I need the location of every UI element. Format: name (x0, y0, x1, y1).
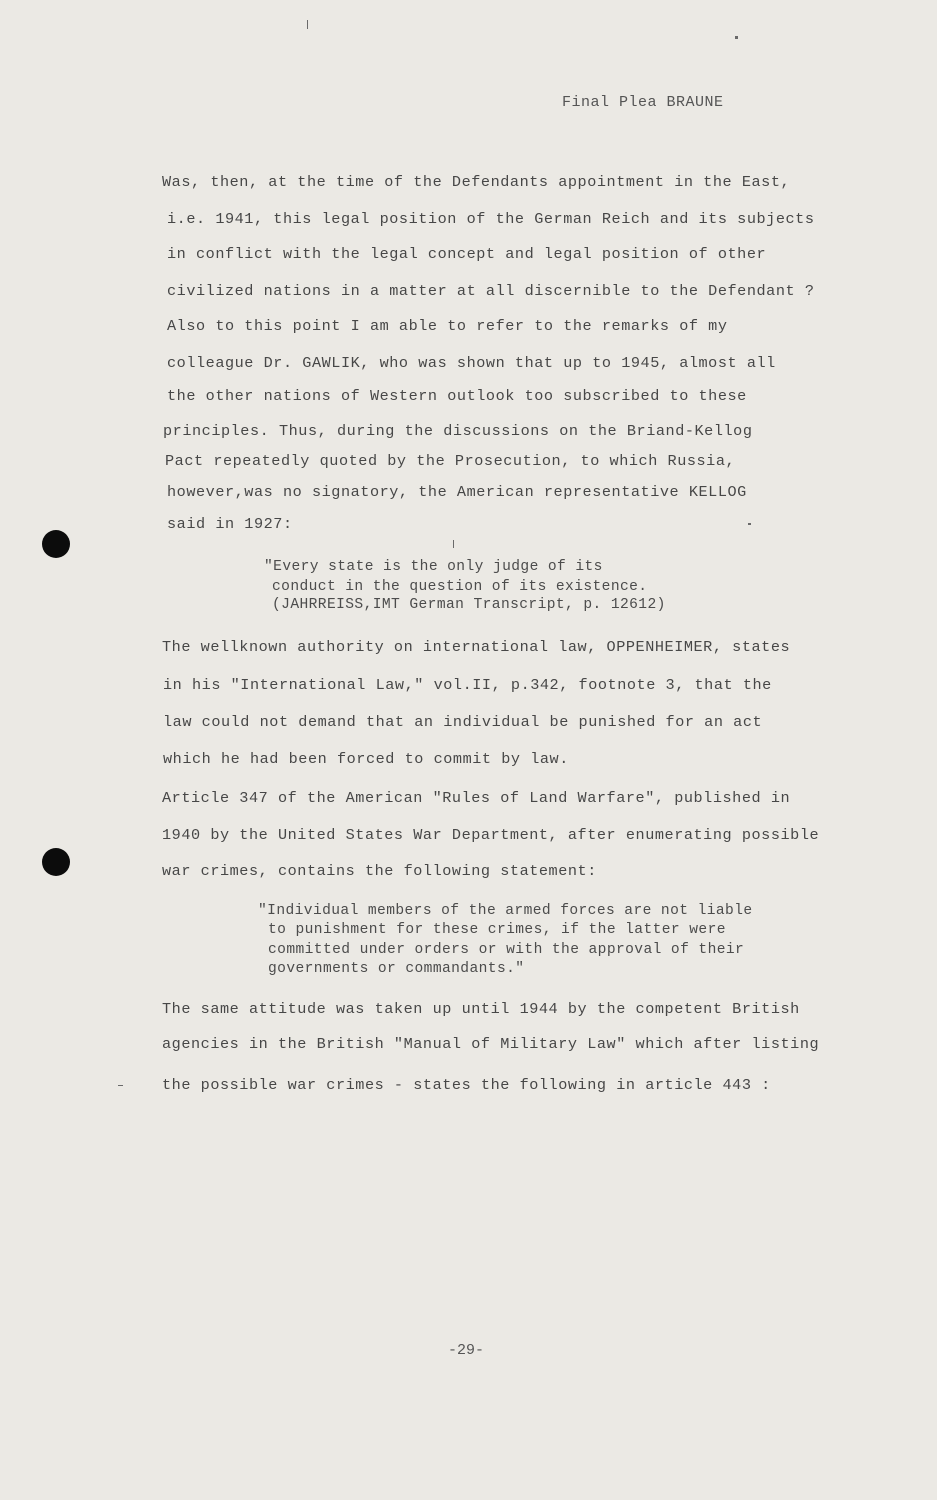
speck-mark (735, 36, 738, 39)
text-line: the possible war crimes - states the following in article 443 : (162, 1076, 771, 1094)
quote-line: "Individual members of the armed forces are not liable (258, 903, 753, 919)
text-line: however,was no signatory, the American representative KELLOG (167, 483, 747, 501)
text-line: principles. Thus, during the discussions on the Briand-Kellog (163, 422, 753, 440)
page-header: Final Plea BRAUNE (562, 94, 724, 111)
punch-hole-top (42, 530, 70, 558)
speck-mark (453, 540, 454, 548)
text-line: The same attitude was taken up until 1944 by the competent British (162, 1000, 800, 1018)
quote-line: governments or commandants." (268, 961, 525, 977)
text-line: agencies in the British "Manual of Military Law" which after listing (162, 1035, 820, 1053)
speck-mark (307, 20, 308, 29)
quote-line: "Every state is the only judge of its (264, 559, 603, 575)
text-line: Was, then, at the time of the Defendants appointment in the East, (162, 173, 791, 191)
text-line: 1940 by the United States War Department, after enumerating possible (162, 826, 820, 844)
text-line: The wellknown authority on international law, OPPENHEIMER, states (162, 638, 791, 656)
text-line: colleague Dr. GAWLIK, who was shown that up to 1945, almost all (167, 354, 776, 372)
text-line: in his "International Law," vol.II, p.342, footnote 3, that the (163, 676, 772, 694)
text-line: Pact repeatedly quoted by the Prosecution, to which Russia, (165, 452, 736, 470)
speck-mark (748, 523, 751, 525)
text-line: in conflict with the legal concept and legal position of other (167, 245, 767, 263)
text-line: war crimes, contains the following statement: (162, 862, 597, 880)
text-line: civilized nations in a matter at all discernible to the Defendant ? (167, 282, 815, 300)
quote-line: to punishment for these crimes, if the latter were (268, 922, 726, 938)
speck-mark (118, 1085, 123, 1086)
text-line: law could not demand that an individual be punished for an act (163, 713, 763, 731)
text-line: i.e. 1941, this legal position of the German Reich and its subjects (167, 210, 815, 228)
quote-line: conduct in the question of its existence. (272, 579, 648, 595)
text-line: said in 1927: (167, 515, 293, 533)
text-line: Article 347 of the American "Rules of Land Warfare", published in (162, 789, 791, 807)
text-line: which he had been forced to commit by law. (163, 750, 569, 768)
quote-line: (JAHRREISS,IMT German Transcript, p. 12612) (272, 597, 666, 613)
quote-line: committed under orders or with the approval of their (268, 942, 745, 958)
punch-hole-bottom (42, 848, 70, 876)
text-line: the other nations of Western outlook too subscribed to these (167, 387, 747, 405)
page-number: -29- (448, 1342, 485, 1359)
text-line: Also to this point I am able to refer to the remarks of my (167, 317, 728, 335)
